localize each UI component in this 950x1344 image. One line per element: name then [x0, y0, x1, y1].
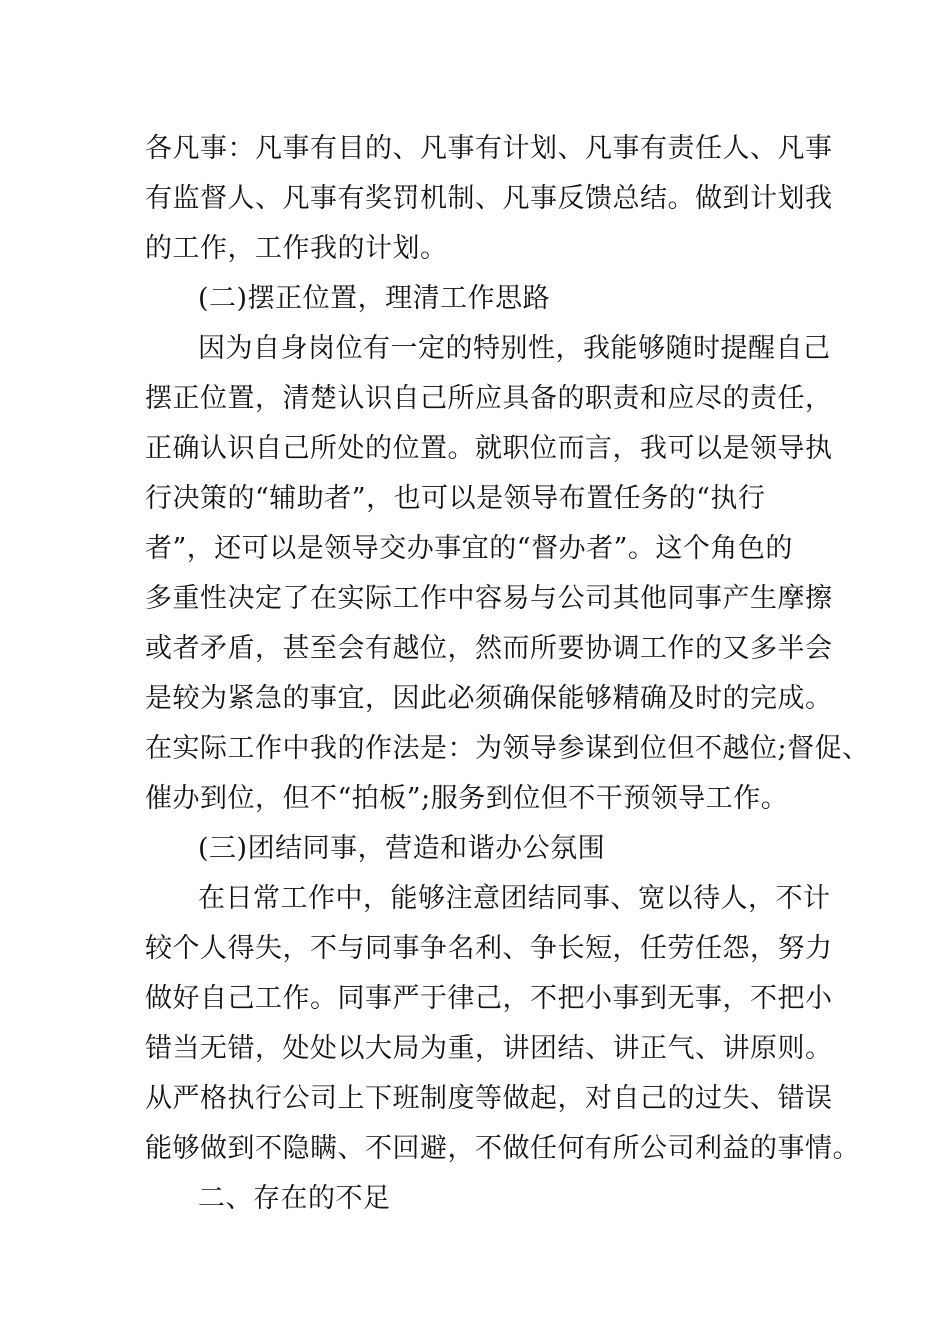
text-line: 因为自身岗位有一定的特别性，我能够随时提醒自己	[198, 333, 831, 364]
section-heading: (二)摆正位置，理清工作思路	[198, 283, 551, 314]
text-line: 做好自己工作。同事严于律己，不把小事到无事，不把小	[145, 983, 833, 1014]
text-line: 是较为紧急的事宜，因此必须确保能够精确及时的完成。	[145, 683, 833, 714]
text-line: 较个人得失，不与同事争名利、争长短，任劳任怨，努力	[145, 933, 833, 964]
text-line: 在实际工作中我的作法是：为领导参谋到位但不越位;督促、	[145, 733, 870, 764]
section-heading: (三)团结同事，营造和谐办公氛围	[198, 833, 606, 864]
text-line: 在日常工作中，能够注意团结同事、宽以待人，不计	[198, 883, 831, 914]
text-line: 摆正位置，清楚认识自己所应具备的职责和应尽的责任，	[145, 383, 833, 414]
text-line: 行决策的“辅助者”，也可以是领导布置任务的“执行	[145, 483, 766, 514]
text-line: 各凡事：凡事有目的、凡事有计划、凡事有责任人、凡事	[145, 133, 833, 164]
text-line: 正确认识自己所处的位置。就职位而言，我可以是领导执	[145, 433, 833, 464]
text-line: 从严格执行公司上下班制度等做起，对自己的过失、错误	[145, 1083, 833, 1114]
text-line: 者”，还可以是领导交办事宜的“督办者”。这个角色的	[145, 533, 793, 564]
text-line: 的工作，工作我的计划。	[145, 233, 448, 264]
text-line: 错当无错，处处以大局为重，讲团结、讲正气、讲原则。	[145, 1033, 833, 1064]
text-line: 有监督人、凡事有奖罚机制、凡事反馈总结。做到计划我	[145, 183, 833, 214]
text-line: 催办到位，但不“拍板”;服务到位但不干预领导工作。	[145, 783, 789, 814]
text-line: 多重性决定了在实际工作中容易与公司其他同事产生摩擦	[145, 583, 833, 614]
text-line: 能够做到不隐瞒、不回避，不做任何有所公司利益的事情。	[145, 1133, 860, 1164]
text-line: 或者矛盾，甚至会有越位，然而所要协调工作的又多半会	[145, 633, 833, 664]
section-heading: 二、存在的不足	[198, 1183, 391, 1214]
